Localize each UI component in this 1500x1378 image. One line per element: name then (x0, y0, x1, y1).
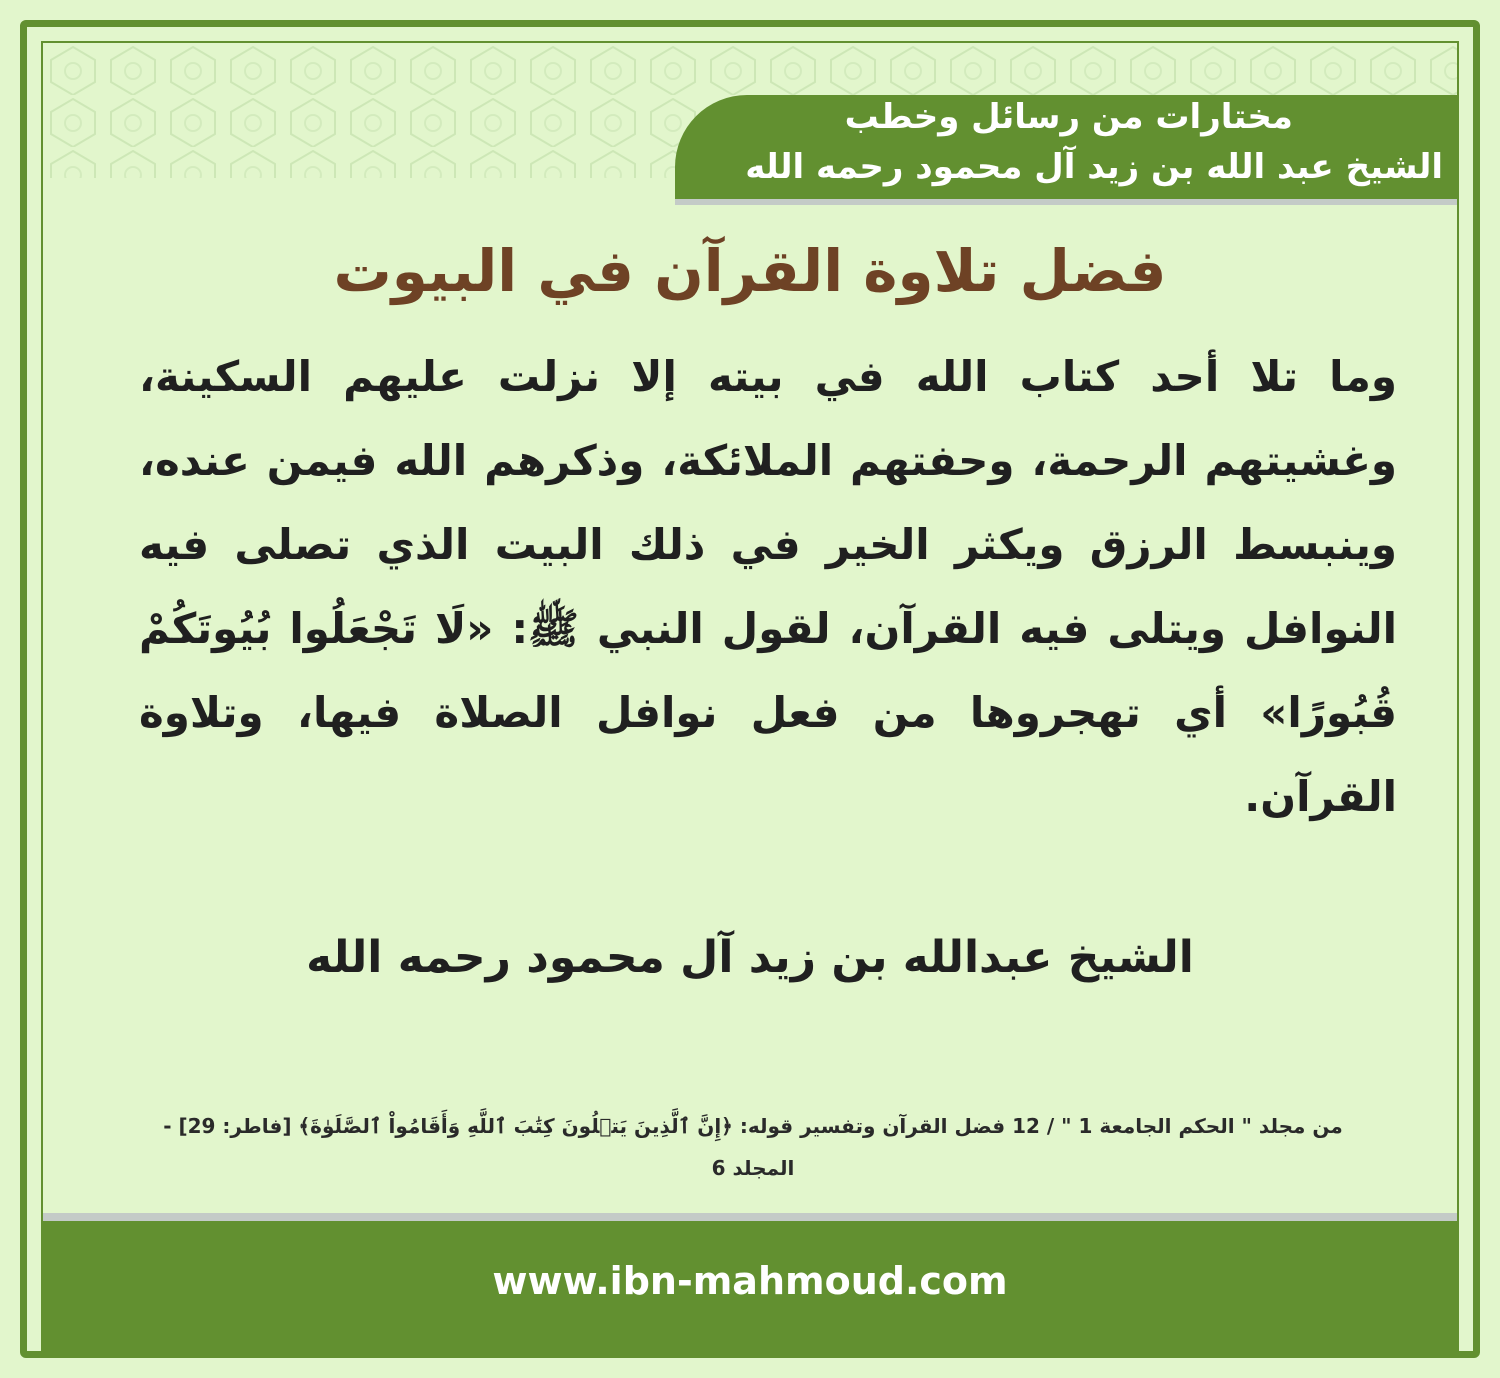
body-text: وما تلا أحد كتاب الله في بيته إلا نزلت عليهم السكينة، وغشيتهم الرحمة، وحفتهم الملائكة، وذكرهم الله فيمن عنده، وينبسط الرزق ويكثر الخير في ذلك البيت الذي تصلى فيه النوافل ويتلى فيه القرآن، لقول النبي ﷺ: «لَا تَجْعَلُوا بُيُوتَكُمْ قُبُورًا» أي تهجروها من فعل نوافل الصلاة فيها، وتلاوة القرآن. (139, 352, 1397, 821)
footer-band (43, 1213, 1457, 1349)
header-subtitle: مختارات من رسائل وخطب (844, 97, 1293, 137)
source-citation: من مجلد " الحكم الجامعة 1 " / 12 فضل القرآن وتفسير قوله: ﴿إِنَّ ٱلَّذِينَ يَتۡلُونَ كِتَٰبَ ٱللَّهِ وَأَقَامُواْ ٱلصَّلَوٰةَ﴾ [فاطر: 29] - المجلد 6 (163, 1114, 1343, 1180)
header-banner (675, 95, 1457, 199)
website-link[interactable]: www.ibn-mahmoud.com (492, 1259, 1008, 1303)
page-title: فضل تلاوة القرآن في البيوت (333, 237, 1167, 305)
outer-frame (20, 20, 1480, 1358)
author-signature: الشيخ عبدالله بن زيد آل محمود رحمه الله (306, 932, 1194, 983)
card (41, 41, 1459, 1351)
header-author: الشيخ عبد الله بن زيد آل محمود رحمه الله (745, 147, 1443, 187)
